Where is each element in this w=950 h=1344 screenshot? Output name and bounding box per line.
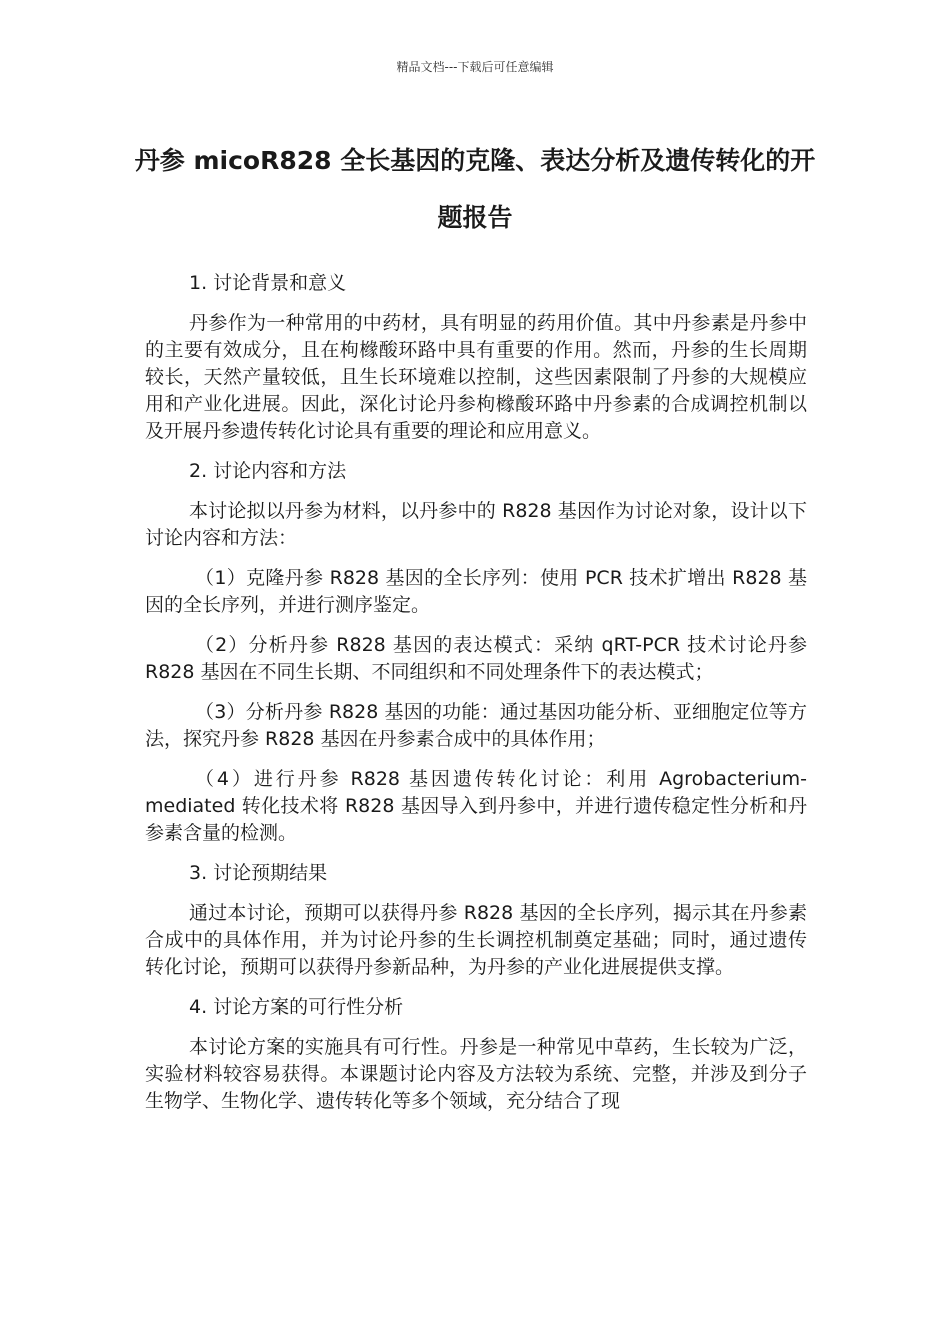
- section-heading-feasibility: 4. 讨论方案的可行性分析: [189, 996, 404, 1018]
- list-item-expression: （2）分析丹参 R828 基因的表达模式：采纳 qRT-PCR 技术讨论丹参 R828 基因在不同生长期、不同组织和不同处理条件下的表达模式；: [145, 634, 807, 683]
- section-paragraph-feasibility: 本讨论方案的实施具有可行性。丹参是一种常见中草药，生长较为广泛，实验材料较容易获得。本课题讨论内容及方法较为系统、完整，并涉及到分子生物学、生物化学、遗传转化等多个领域，充分结合了现: [145, 1036, 807, 1112]
- section-paragraph-background: 丹参作为一种常用的中药材，具有明显的药用价值。其中丹参素是丹参中的主要有效成分，且在枸橼酸环路中具有重要的作用。然而，丹参的生长周期较长，天然产量较低，且生长环境难以控制，这些因素限制了丹参的大规模应用和产业化进展。因此，深化讨论丹参枸橼酸环路中丹参素的合成调控机制以及开展丹参遗传转化讨论具有重要的理论和应用意义。: [145, 312, 807, 442]
- page-header-note: 精品文档---下载后可任意编辑: [396, 60, 554, 74]
- section-paragraph-content-methods: 本讨论拟以丹参为材料，以丹参中的 R828 基因作为讨论对象，设计以下讨论内容和方法：: [145, 500, 807, 549]
- list-item-cloning: （1）克隆丹参 R828 基因的全长序列：使用 PCR 技术扩增出 R828 基因的全长序列，并进行测序鉴定。: [145, 567, 807, 616]
- section-heading-background: 1. 讨论背景和意义: [189, 272, 347, 294]
- section-paragraph-expected-results: 通过本讨论，预期可以获得丹参 R828 基因的全长序列，揭示其在丹参素合成中的具体作用，并为讨论丹参的生长调控机制奠定基础；同时，通过遗传转化讨论，预期可以获得丹参新品种，为丹参的产业化进展提供支撑。: [145, 902, 807, 978]
- document-title: 丹参 micoR828 全长基因的克隆、表达分析及遗传转化的开题报告: [134, 146, 816, 232]
- section-heading-content-methods: 2. 讨论内容和方法: [189, 460, 347, 482]
- list-item-function: （3）分析丹参 R828 基因的功能：通过基因功能分析、亚细胞定位等方法，探究丹参 R828 基因在丹参素合成中的具体作用；: [145, 701, 807, 750]
- list-item-transformation: （4）进行丹参 R828 基因遗传转化讨论：利用 Agrobacterium-mediated 转化技术将 R828 基因导入到丹参中，并进行遗传稳定性分析和丹参素含量的检测。: [145, 768, 807, 844]
- document-body: [145, 270, 807, 1128]
- section-heading-expected-results: 3. 讨论预期结果: [189, 862, 328, 884]
